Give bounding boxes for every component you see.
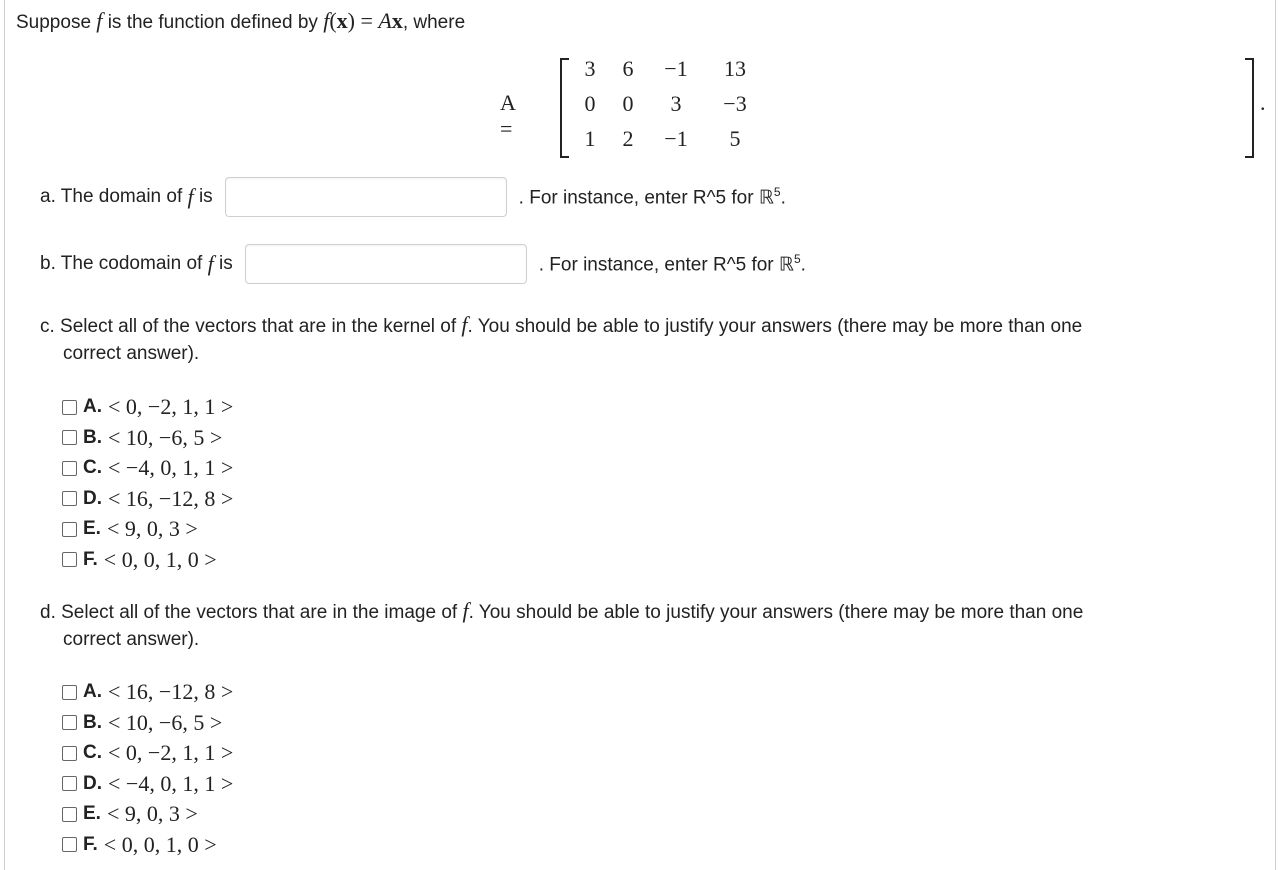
function-symbol: f — [96, 8, 103, 33]
choice-letter: B. — [83, 711, 102, 733]
choice-letter: F. — [83, 833, 98, 855]
matrix-cell: 6 — [622, 56, 634, 81]
codomain-input[interactable] — [245, 244, 527, 284]
intro-text-after: , where — [402, 12, 466, 33]
kernel-choice-d[interactable] — [62, 484, 233, 515]
matrix-cell: 2 — [622, 126, 634, 151]
part-a-row — [40, 177, 786, 217]
part-a-label: a. The domain of — [40, 186, 183, 207]
part-a-f: f — [187, 184, 194, 209]
matrix-cell: 3 — [670, 91, 682, 116]
choice-letter: A. — [83, 681, 102, 703]
checkbox[interactable] — [62, 552, 77, 567]
matrix-cell: 5 — [729, 126, 741, 151]
choice-letter: E. — [83, 518, 101, 540]
choice-letter: D. — [83, 772, 102, 794]
checkbox[interactable] — [62, 461, 77, 476]
choice-vector: < 10, −6, 5 > — [108, 709, 223, 735]
choice-vector: < 0, 0, 1, 0 > — [103, 546, 217, 572]
choice-vector: < −4, 0, 1, 1 > — [108, 455, 234, 481]
choice-letter: A. — [83, 396, 102, 418]
image-choice-f[interactable] — [62, 830, 233, 861]
matrix-cell: 0 — [584, 91, 596, 116]
choice-letter: E. — [83, 803, 101, 825]
choice-vector: < 10, −6, 5 > — [108, 424, 223, 450]
problem-statement — [16, 8, 465, 34]
checkbox[interactable] — [62, 746, 77, 761]
kernel-choice-f[interactable] — [62, 545, 233, 576]
domain-input[interactable] — [225, 177, 507, 217]
choice-letter: D. — [83, 487, 102, 509]
matrix-period: . — [1260, 90, 1266, 115]
checkbox[interactable] — [62, 776, 77, 791]
checkbox[interactable] — [62, 685, 77, 700]
checkbox[interactable] — [62, 522, 77, 537]
choice-letter: B. — [83, 426, 102, 448]
matrix-cell: 0 — [622, 91, 634, 116]
image-choice-d[interactable] — [62, 769, 233, 800]
matrix-cell: 13 — [724, 56, 746, 81]
choice-vector: < 9, 0, 3 > — [106, 801, 198, 827]
part-d-question: d. Select all of the vectors that are in the image of f. You should be able to justify your answers (there may be more than one correct answer). — [40, 598, 1084, 650]
checkbox[interactable] — [62, 715, 77, 730]
part-b-row — [40, 244, 806, 284]
matrix-cell: 3 — [584, 56, 596, 81]
part-b-hint: . For instance, enter R^5 for ℝ$^5$. — [538, 251, 806, 276]
part-b-label: b. The codomain of — [40, 253, 203, 274]
part-b-is: is — [219, 253, 233, 274]
image-choice-a[interactable] — [62, 677, 233, 708]
image-choice-b[interactable] — [62, 708, 233, 739]
checkbox[interactable] — [62, 400, 77, 415]
function-formula: f(x) = Ax — [323, 8, 403, 33]
image-choice-e[interactable] — [62, 799, 233, 830]
choice-letter: C. — [83, 742, 102, 764]
choice-vector: < −4, 0, 1, 1 > — [108, 770, 234, 796]
matrix-cell: −3 — [723, 91, 747, 116]
checkbox[interactable] — [62, 430, 77, 445]
part-c-question: c. Select all of the vectors that are in the kernel of f. You should be able to justify your answers (there may be more than one correct answer). — [40, 312, 1083, 364]
matrix-right-bracket — [1245, 58, 1254, 158]
checkbox[interactable] — [62, 491, 77, 506]
matrix-cell: −1 — [664, 126, 688, 151]
checkbox[interactable] — [62, 807, 77, 822]
part-b-f: f — [207, 251, 214, 276]
part-a-is: is — [198, 186, 213, 207]
kernel-choices — [62, 392, 233, 575]
intro-text-mid: is the function defined by — [107, 12, 318, 33]
checkbox[interactable] — [62, 837, 77, 852]
matrix-name: A = — [500, 90, 515, 141]
choice-vector: < 0, −2, 1, 1 > — [108, 740, 234, 766]
choice-vector: < 9, 0, 3 > — [106, 516, 198, 542]
choice-letter: C. — [83, 457, 102, 479]
kernel-choice-a[interactable] — [62, 392, 233, 423]
choice-vector: < 16, −12, 8 > — [108, 679, 234, 705]
choice-vector: < 0, 0, 1, 0 > — [103, 831, 217, 857]
image-choice-c[interactable] — [62, 738, 233, 769]
kernel-choice-c[interactable] — [62, 453, 233, 484]
choice-letter: F. — [83, 548, 98, 570]
choice-vector: < 16, −12, 8 > — [108, 485, 234, 511]
part-a-hint: . For instance, enter R^5 for ℝ$^5$. — [518, 184, 786, 209]
matrix-cell: −1 — [664, 56, 688, 81]
image-choices — [62, 677, 233, 860]
kernel-choice-e[interactable] — [62, 514, 233, 545]
matrix-cell: 1 — [584, 126, 596, 151]
intro-text-before: Suppose — [16, 12, 92, 33]
kernel-choice-b[interactable] — [62, 423, 233, 454]
choice-vector: < 0, −2, 1, 1 > — [108, 394, 234, 420]
